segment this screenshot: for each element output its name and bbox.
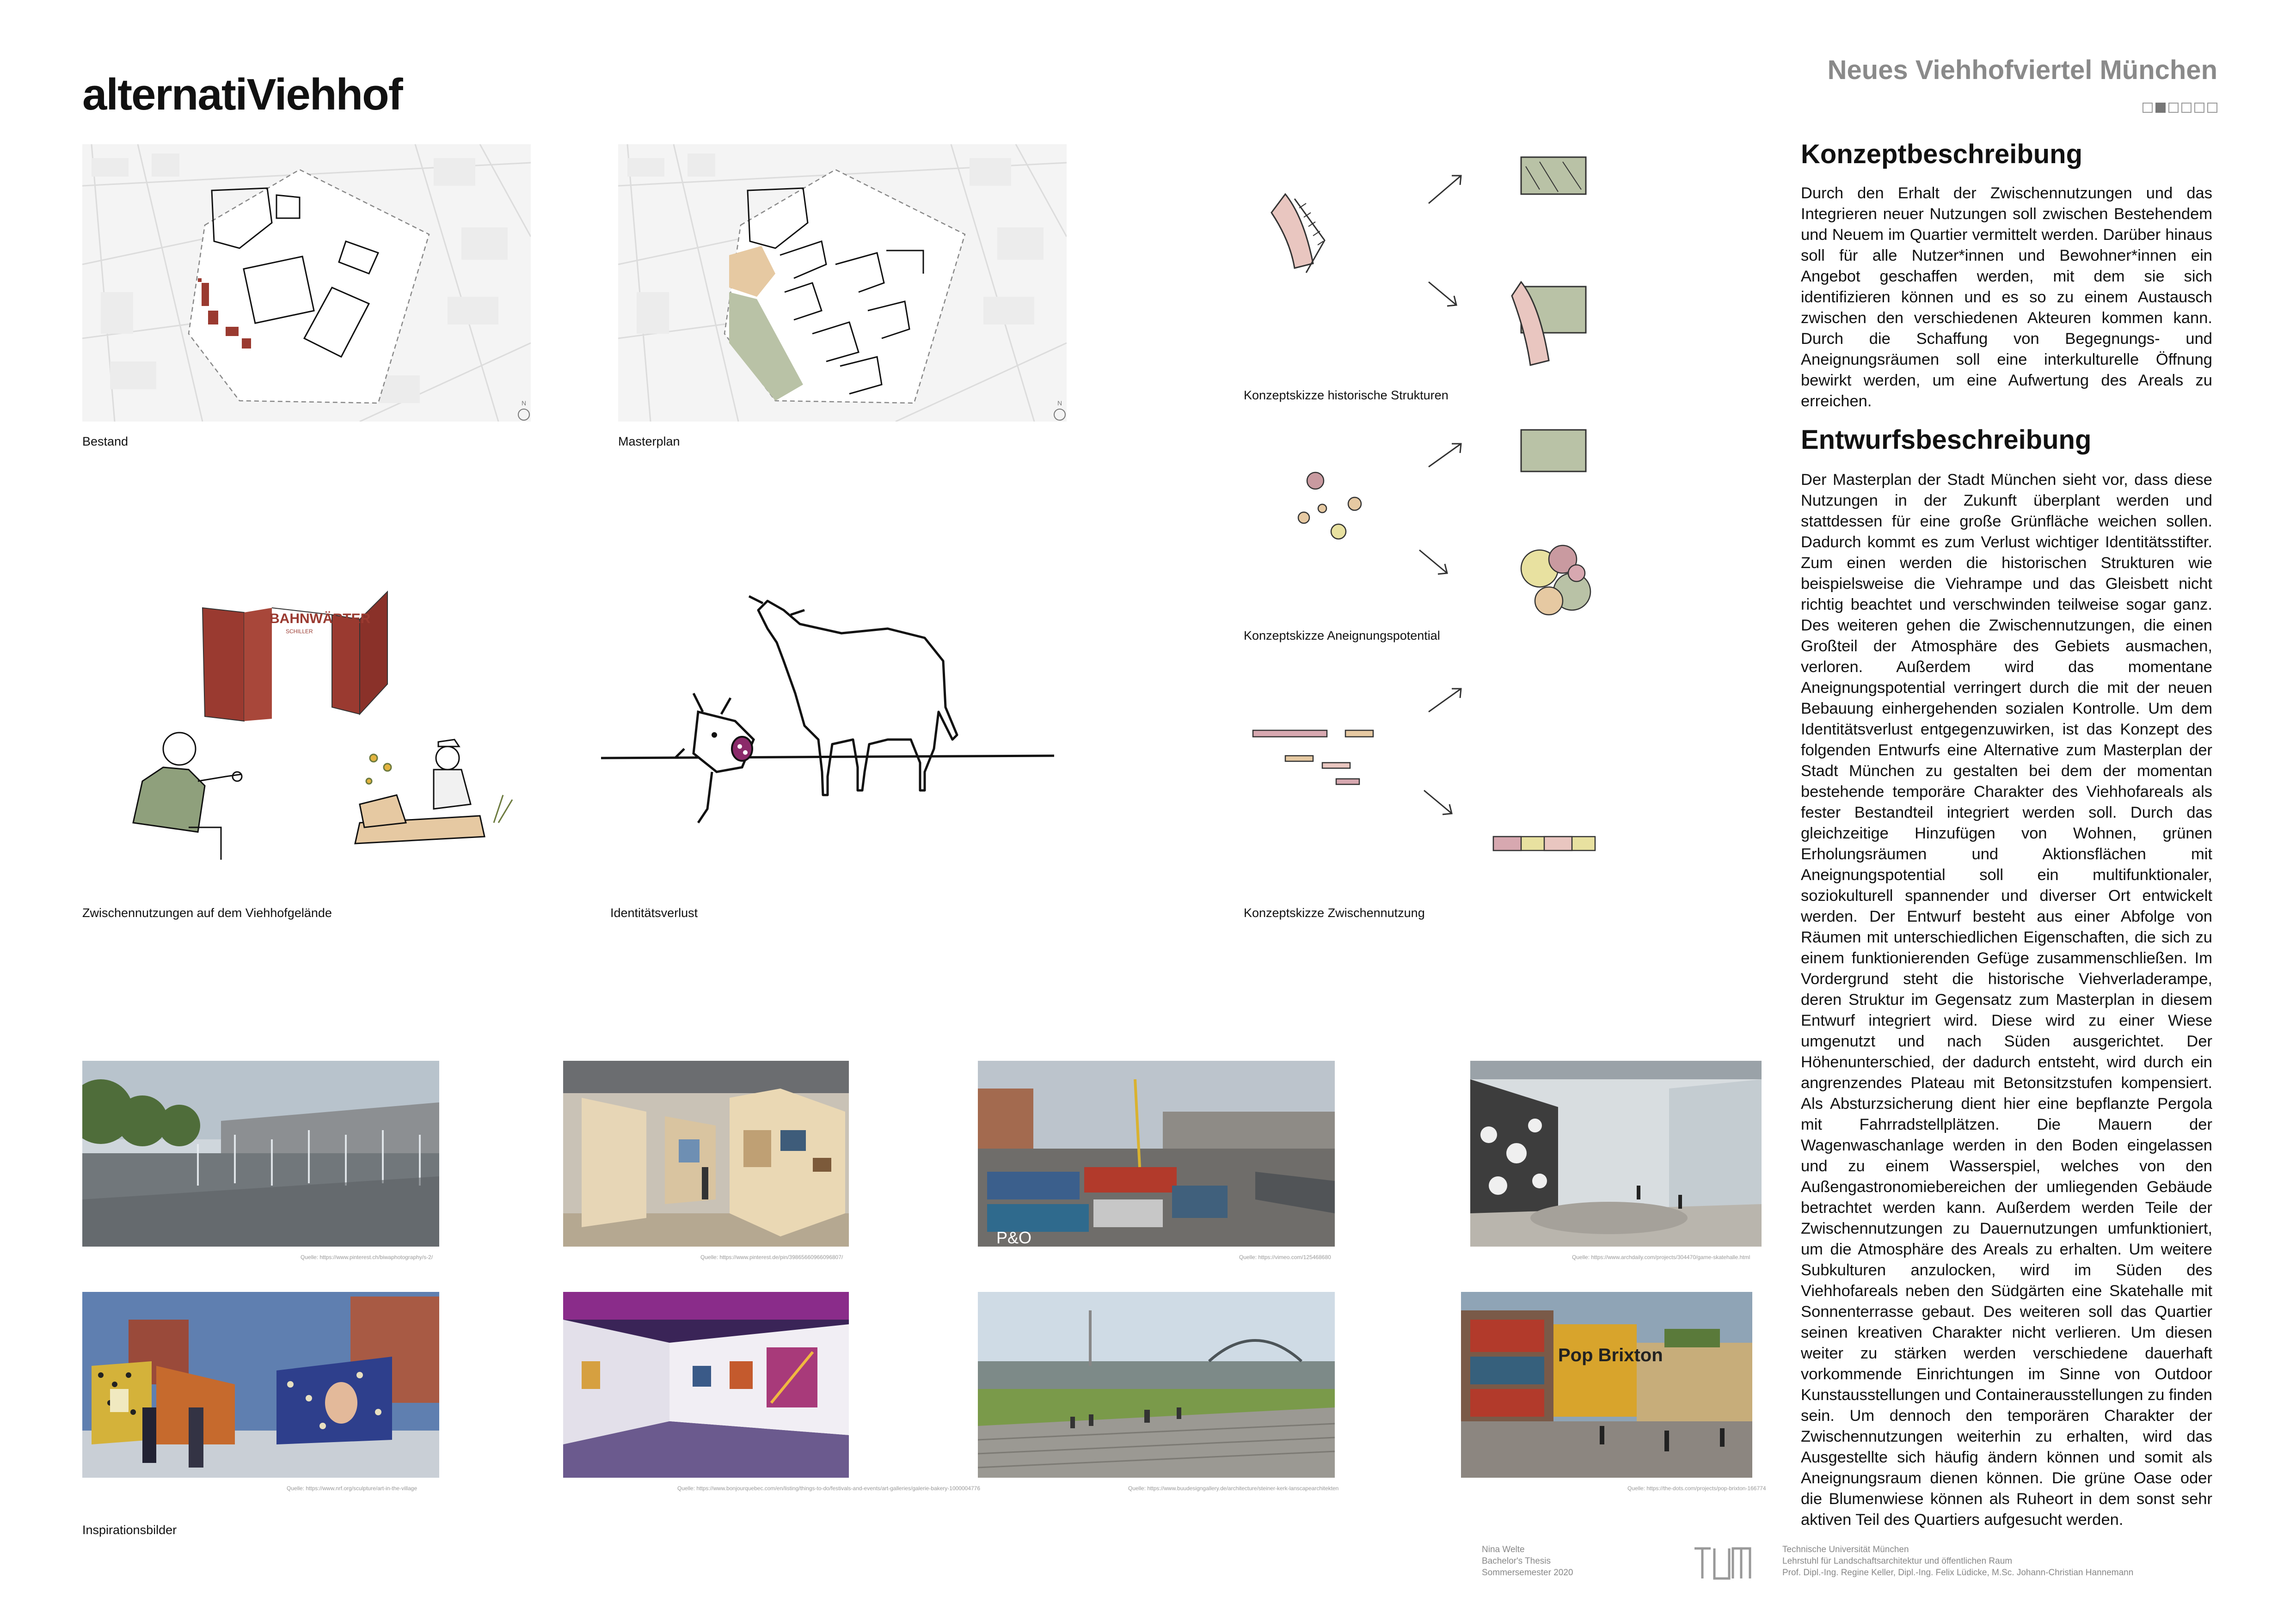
inspiration-photo-pavilion xyxy=(563,1061,849,1247)
caption-aneignung: Konzeptskizze Aneignungspotential xyxy=(1244,629,1440,642)
footer-author-block xyxy=(1482,1544,1573,1578)
footer-professors: Prof. Dipl.-Ing. Regine Keller, Dipl.-Ing. Felix Lüdicke, M.Sc. Johann-Christian Hannemann xyxy=(1782,1568,2134,1578)
page-indicator xyxy=(2143,103,2217,113)
konzept-heading: Konzeptbeschreibung xyxy=(1801,139,2083,169)
konzept-text: Durch den Erhalt der Zwischennutzungen und das Integrieren neuer Nutzungen soll zwischen Bestehendem und Neuem im Quartier vermittelt werden. Darüber hinaus soll für alle Nutzer*innen und Bewohner*innen ein Angebot geschaffen werden, mit dem sie sich identifizieren können und es so zu einem Austausch zwischen den verschiedenen Akteuren kommen kann. Durch die Schaffung von Begegnungs- und Aneignungsräumen soll eine interkulturelle Öffnung bewirkt werden, um eine Aufwertung des Areals zu erreichen. xyxy=(1801,184,2212,410)
source-photo-2: Quelle: https://www.pinterest.de/pin/39865660966096807/ xyxy=(700,1254,843,1260)
project-title: Neues Viehhofviertel München xyxy=(1827,55,2217,85)
page-dot-4[interactable] xyxy=(2181,103,2192,113)
entwurf-heading: Entwurfsbeschreibung xyxy=(1801,425,2092,455)
source-photo-1: Quelle: https://www.pinterest.ch/biwaphotography/s-2/ xyxy=(301,1254,433,1260)
inspiration-photo-steps xyxy=(978,1292,1335,1478)
caption-masterplan: Masterplan xyxy=(618,434,680,448)
bestand-plan-drawing xyxy=(82,144,531,422)
caption-historisch: Konzeptskizze historische Strukturen xyxy=(1244,388,1449,402)
concept-sketch-zwischennutzung xyxy=(1244,666,1614,869)
caption-inspiration: Inspirationsbilder xyxy=(82,1523,177,1537)
sign-bahnwaerter: BAHNWÄRTER xyxy=(270,611,371,626)
pop-brixton-sign: Pop Brixton xyxy=(1558,1345,1663,1365)
entwurf-text: Der Masterplan der Stadt München sieht vor, dass diese Nutzungen in der Zukunft überplant werden und stattdessen für eine große Grünfläche weichen sollen. Dadurch kommt es zum Verlust wichtiger Identitätsstifter. Zum einen werden die historischen Strukturen wie beispielsweise die Viehrampe und das Gleisbett nicht richtig beachtet und verschwinden teilweise sogar ganz. Des weiteren gehen die Zwischennutzungen, die einen Großteil der Atmosphäre des Gebiets ausmachen, verloren. Außerdem wird das momentane Aneignungspotential verringert durch die mit der neuen Bebauung einhergehenden sozialen Kontrolle. Um dem Identitätsverlust entgegenzuwirken, ist das Konzept des folgenden Entwurfs eine Alternative zum Masterplan der Stadt München zu gestalten bei dem der momentan bestehende temporäre Charakter des Viehhofareals als fester Bestandteil integriert werden soll. Durch das gleichzeitige Hinzufügen von Wohnen, grünen Erholungsräumen und Aktionsflächen mit Aneignungspotential soll ein multifunktionaler, soziokulturell spannender und diverser Ort entwickelt werden. Der Entwurf besteht aus einer Abfolge von Räumen mit unterschiedlichen Eigenschaften, die sich zu einem funktionierenden Gefüge zusammenschließen. Im Vordergrund steht die historische Viehverladerampe, deren Struktur im Gegensatz zum Masterplan in diesem Entwurf integriert wird. Diese wird zu einer Wiese umgenutzt und nach Süden ausgerichtet. Der Höhenunterschied, der dadurch entsteht, wird durch ein angrenzendes Plateau mit Betonsitzstufen kompensiert. Als Absturzsicherung dient hier eine bepflanzte Pergola mit Fahrradstellplätzen. Die Mauern der Wagenwaschanlage werden in den Boden eingelassen und zu einem Wasserspiel, welches von den Außengastronomiebereichen der umliegenden Gebäude betrachtet werden kann. Außerdem werden Teile der Zwischennutzungen zu Dauernutzungen umfunktioniert, um die Atmosphäre des Areals zu erhalten. Um weitere Subkulturen anzulocken, wird im Süden des Viehhofareals neben den Südgärten eine Skatehalle mit Sonnenterrasse gebaut. Des weiteren soll das Quartier seinen kreativen Charakter nicht verlieren. Um diesen weiter zu stärken werden verschiedene dauerhaft vorkommende Einrichtungen im Sinne von Outdoor Kunstausstellungen und Containerausstellungen zu finden sein. Um dennoch den temporären Charakter der Zwischennutzungen weiterhin zu erhalten, wird das Ausgestellte sich häufig ändern können und somit als Aneignungsraum dienen können. Die grüne Oase oder die Blumenwiese können als Ruheort in dem sonst sehr aktiven Teil des Quartiers aufgesucht werden. xyxy=(1801,471,2212,1529)
footer-chair: Lehrstuhl für Landschaftsarchitektur und öffentlichen Raum xyxy=(1782,1556,2013,1566)
caption-zwischennutzung: Konzeptskizze Zwischennutzung xyxy=(1244,906,1425,920)
caption-identitaetsverlust: Identitätsverlust xyxy=(610,906,698,920)
tum-logo xyxy=(1692,1546,1752,1581)
page-dot-5[interactable] xyxy=(2194,103,2204,113)
footer-university: Technische Universität München xyxy=(1782,1545,1909,1554)
page-dot-3[interactable] xyxy=(2168,103,2179,113)
page-dot-2[interactable] xyxy=(2155,103,2166,113)
source-photo-5: Quelle: https://www.nrf.org/sculpture/art-in-the-village xyxy=(287,1485,417,1492)
sign-bahnwaerter-sub: SCHILLER xyxy=(286,628,313,635)
source-photo-8: Quelle: https://the-dots.com/projects/pop-brixton-166774 xyxy=(1627,1485,1766,1492)
plan-masterplan xyxy=(618,144,1067,422)
inspiration-photo-skatehall xyxy=(1470,1061,1762,1247)
footer-thesis: Bachelor's Thesis xyxy=(1482,1556,1551,1566)
source-photo-6: Quelle: https://www.bonjourquebec.com/en/listing/things-to-do/festivals-and-events/art-galleries/galerie-bakery-1000004776 xyxy=(677,1485,981,1492)
svg-text:P&O: P&O xyxy=(996,1228,1032,1247)
inspiration-photo-fountain xyxy=(82,1061,439,1247)
north-label-1: N xyxy=(522,399,527,407)
concept-sketch-aneignung xyxy=(1244,416,1614,629)
masterplan-drawing xyxy=(618,144,1067,422)
source-photo-7: Quelle: https://www.buudesigngallery.de/architecture/steiner-kerk-lanscapearchitekten xyxy=(1128,1485,1339,1492)
footer-author: Nina Welte xyxy=(1482,1545,1525,1554)
inspiration-photo-containers xyxy=(978,1061,1335,1247)
inspiration-photo-outdoor-art xyxy=(82,1292,439,1478)
north-label-2: N xyxy=(1057,399,1062,407)
footer-semester: Sommersemester 2020 xyxy=(1482,1568,1573,1578)
concept-sketch-historisch xyxy=(1244,148,1614,388)
tum-logo-text: TUM xyxy=(1692,1546,1694,1547)
caption-zwischennutzungen: Zwischennutzungen auf dem Viehhofgelände xyxy=(82,906,332,920)
source-photo-3: Quelle: https://vimeo.com/125468680 xyxy=(1239,1254,1331,1260)
source-photo-4: Quelle: https://www.archdaily.com/projects/304470/game-skatehalle.html xyxy=(1572,1254,1750,1260)
inspiration-photo-gallery xyxy=(563,1292,849,1478)
page-dot-6[interactable] xyxy=(2207,103,2217,113)
page-dot-1[interactable] xyxy=(2143,103,2153,113)
plan-bestand xyxy=(82,144,531,422)
main-title: alternatiViehhof xyxy=(82,70,402,119)
sketch-identitaetsverlust xyxy=(601,573,1054,869)
inspiration-photo-pop-brixton xyxy=(1461,1292,1752,1478)
footer-university-block xyxy=(1782,1544,2133,1578)
sketch-zwischennutzungen xyxy=(82,564,545,860)
caption-bestand: Bestand xyxy=(82,434,129,448)
